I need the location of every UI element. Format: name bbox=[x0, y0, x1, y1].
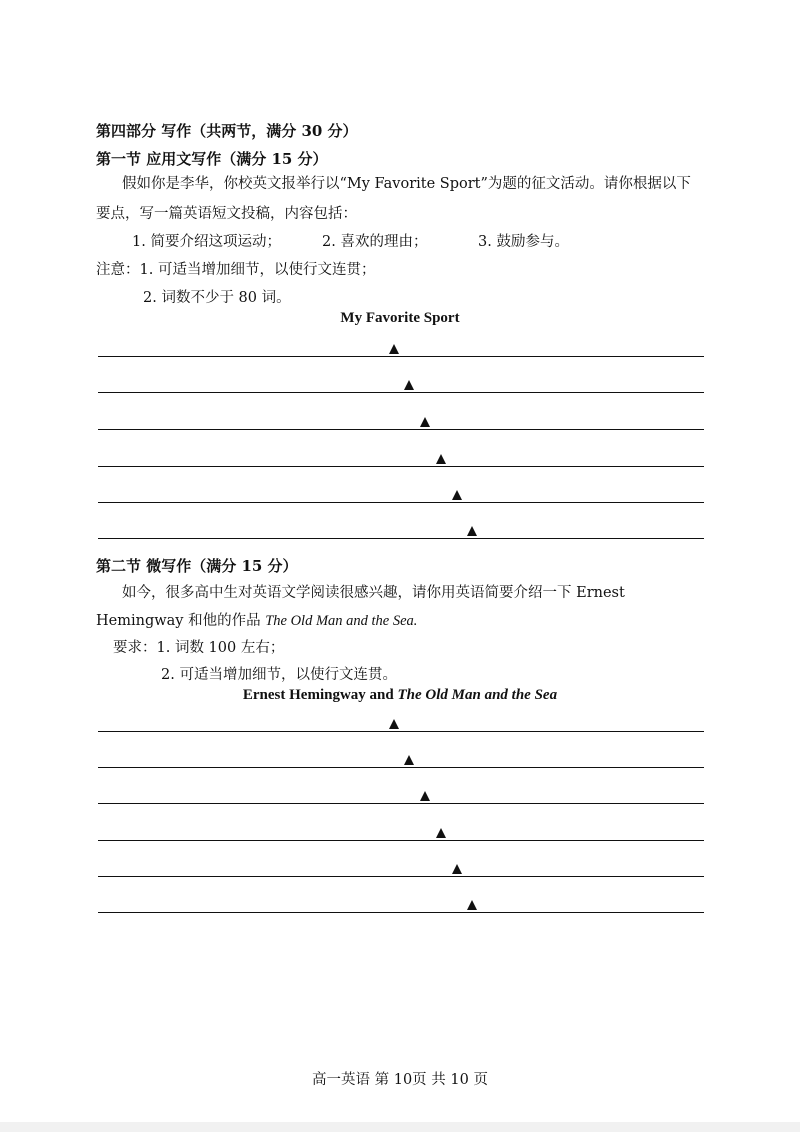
writing-line[interactable] bbox=[98, 429, 704, 430]
section2-prompt-line2 bbox=[96, 609, 417, 630]
writing-line[interactable] bbox=[98, 731, 704, 732]
bottom-edge bbox=[0, 1122, 800, 1132]
essay1-title: My Favorite Sport bbox=[340, 310, 460, 326]
writing-line[interactable] bbox=[98, 767, 704, 768]
essay2-title-book: The Old Man and the Sea bbox=[397, 687, 558, 703]
section2-prompt-line1: 如今，很多高中生对英语文学阅读很感兴趣，请你用英语简要介绍一下 Ernest bbox=[122, 585, 625, 601]
triangle-marker-icon bbox=[436, 454, 446, 464]
writing-line[interactable] bbox=[98, 912, 704, 913]
writing-line[interactable] bbox=[98, 840, 704, 841]
triangle-marker-icon bbox=[420, 791, 430, 801]
triangle-marker-icon bbox=[404, 755, 414, 765]
section1-points bbox=[132, 230, 569, 251]
triangle-marker-icon bbox=[452, 864, 462, 874]
prompt-text: Hemingway 和他的作品 bbox=[96, 613, 266, 629]
triangle-marker-icon bbox=[467, 526, 477, 536]
section2-req-line2: 2. 可适当增加细节，以使行文连贯。 bbox=[161, 667, 397, 683]
section1-note-line1: 注意：1. 可适当增加细节，以使行文连贯； bbox=[96, 262, 376, 278]
triangle-marker-icon bbox=[389, 719, 399, 729]
writing-line[interactable] bbox=[98, 502, 704, 503]
writing-line[interactable] bbox=[98, 803, 704, 804]
triangle-marker-icon bbox=[452, 490, 462, 500]
section2-title: 第二节 微写作（满分 15 分） bbox=[96, 557, 298, 575]
book-title: The Old Man and the Sea. bbox=[265, 613, 418, 629]
triangle-marker-icon bbox=[404, 380, 414, 390]
part-title: 第四部分 写作（共两节，满分 30 分） bbox=[96, 122, 358, 140]
triangle-marker-icon bbox=[467, 900, 477, 910]
triangle-marker-icon bbox=[420, 417, 430, 427]
section2-req-line1: 要求：1. 词数 100 左右； bbox=[113, 640, 285, 656]
triangle-marker-icon bbox=[389, 344, 399, 354]
writing-line[interactable] bbox=[98, 392, 704, 393]
section1-note-line2: 2. 词数不少于 80 词。 bbox=[143, 290, 291, 306]
point-1: 1. 简要介绍这项运动； bbox=[132, 234, 281, 250]
section1-prompt-line1: 假如你是李华，你校英文报举行以“My Favorite Sport”为题的征文活动。请你根据以下 bbox=[122, 176, 691, 192]
writing-line[interactable] bbox=[98, 356, 704, 357]
section1-prompt-line2: 要点，写一篇英语短文投稿，内容包括： bbox=[96, 206, 357, 222]
essay2-title bbox=[0, 687, 800, 704]
page-footer: 高一英语 第 10页 共 10 页 bbox=[312, 1072, 488, 1088]
essay2-title-prefix: Ernest Hemingway and bbox=[242, 687, 398, 703]
writing-line[interactable] bbox=[98, 538, 704, 539]
section1-title: 第一节 应用文写作（满分 15 分） bbox=[96, 150, 328, 168]
triangle-marker-icon bbox=[436, 828, 446, 838]
writing-line[interactable] bbox=[98, 876, 704, 877]
writing-line[interactable] bbox=[98, 466, 704, 467]
point-3: 3. 鼓励参与。 bbox=[478, 234, 569, 250]
point-2: 2. 喜欢的理由； bbox=[322, 234, 428, 250]
